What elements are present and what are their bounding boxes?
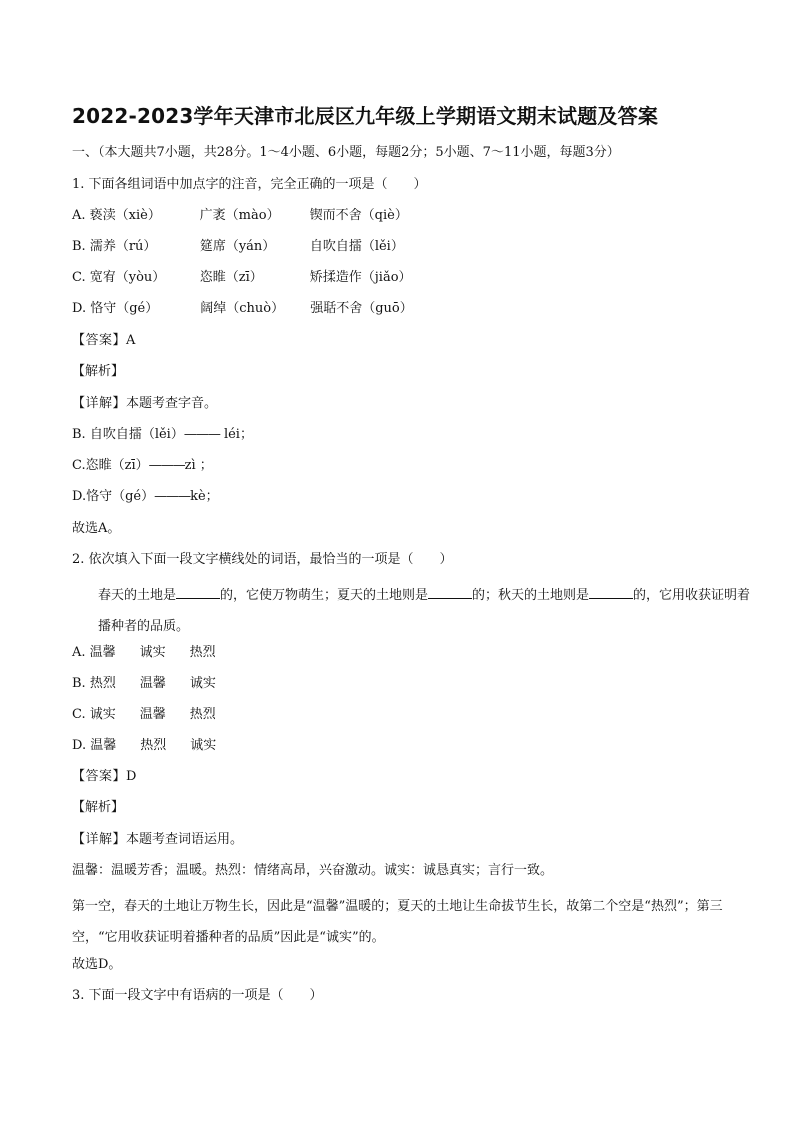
passage-text: 的，它使万物萌生；夏天的土地则是 <box>220 588 429 603</box>
q2-option-d <box>72 736 240 756</box>
option-word: 诚实 <box>89 707 116 722</box>
option-word: 诚实 <box>139 645 166 660</box>
passage-text: 春天的土地是 <box>98 588 177 603</box>
q2-option-b <box>72 674 240 694</box>
explain-left: C.恣睢（zī） <box>72 458 149 473</box>
detail-tag: 【详解】 <box>72 832 127 847</box>
q2-detail <box>72 830 243 850</box>
fill-blank <box>428 585 472 599</box>
q1-option-b <box>72 237 404 257</box>
option-item: 恪守（gé） <box>90 301 159 316</box>
detail-text: 本题考查字音。 <box>126 396 218 411</box>
option-item: 筵席（yán） <box>199 239 276 254</box>
passage-text: 的；秋天的土地则是 <box>472 588 590 603</box>
option-word: 温馨 <box>139 676 166 691</box>
q1-explain-line-d <box>72 487 219 507</box>
q2-analysis-tag: 【解析】 <box>72 800 125 815</box>
q1-answer <box>72 331 135 351</box>
q2-definitions: 温馨：温暖芳香；温暖。热烈：情绪高昂，兴奋激动。诚实：诚恳真实；言行一致。 <box>72 863 554 878</box>
option-letter: C. <box>72 270 86 285</box>
answer-value: A <box>126 333 136 348</box>
q1-conclusion: 故选A。 <box>72 521 121 536</box>
option-item: 阔绰（chuò） <box>200 301 285 316</box>
q2-stem: 2. 依次填入下面一段文字横线处的词语，最恰当的一项是（ ） <box>72 552 453 567</box>
explain-right: kè； <box>190 489 219 504</box>
explain-right: léi； <box>219 427 253 442</box>
option-word: 温馨 <box>89 645 116 660</box>
q1-explain-line-b <box>72 425 253 445</box>
option-item: 宽宥（yòu） <box>89 270 166 285</box>
explain-dash: ——— <box>183 427 220 442</box>
option-word: 温馨 <box>90 738 117 753</box>
explain-dash: ——— <box>148 458 185 473</box>
q1-option-c <box>72 268 412 288</box>
detail-tag: 【详解】 <box>72 396 127 411</box>
option-letter: B. <box>72 676 86 691</box>
option-item: 濡养（rú） <box>89 239 157 254</box>
answer-tag: 【答案】 <box>72 333 127 348</box>
q1-analysis-tag: 【解析】 <box>72 364 125 379</box>
fill-blank <box>589 585 633 599</box>
option-word: 诚实 <box>189 676 216 691</box>
q2-option-a <box>72 643 240 663</box>
option-item: 亵渎（xiè） <box>89 208 161 223</box>
q1-option-a <box>72 206 408 226</box>
fill-blank <box>176 585 220 599</box>
option-letter: B. <box>72 239 86 254</box>
q2-conclusion: 故选D。 <box>72 957 122 972</box>
option-item: 自吹自擂（lěi） <box>309 239 404 254</box>
q2-option-c <box>72 705 240 725</box>
passage-text: 的，它用收获证明着播种者的品质。 <box>98 588 751 634</box>
q1-detail <box>72 394 217 414</box>
section-header: 一、（本大题共7小题，共28分。1～4小题、6小题，每题2分；5小题、7～11小题，每题3分） <box>72 145 620 160</box>
answer-value: D <box>126 769 137 784</box>
option-word: 热烈 <box>140 738 167 753</box>
explain-dash: ——— <box>154 489 191 504</box>
explain-right: zì ； <box>184 458 213 473</box>
q1-option-d <box>72 299 413 319</box>
option-word: 热烈 <box>189 707 216 722</box>
option-letter: A. <box>72 208 86 223</box>
q2-answer <box>72 767 136 787</box>
option-word: 温馨 <box>139 707 166 722</box>
q1-explain-line-c <box>72 456 213 476</box>
option-word: 热烈 <box>189 645 216 660</box>
option-item: 恣睢（zī） <box>199 270 263 285</box>
answer-tag: 【答案】 <box>72 769 127 784</box>
q2-passage <box>72 580 758 642</box>
option-letter: A. <box>72 645 86 660</box>
option-letter: D. <box>72 301 87 316</box>
option-item: 强聒不舍（guō） <box>310 301 413 316</box>
option-word: 热烈 <box>89 676 116 691</box>
explain-left: D.恪守（gé） <box>72 489 155 504</box>
page-title: 2022-2023学年天津市北辰区九年级上学期语文期末试题及答案 <box>72 104 659 128</box>
q1-stem: 1. 下面各组词语中加点字的注音，完全正确的一项是（ ） <box>72 177 427 192</box>
q3-stem: 3. 下面一段文字中有语病的一项是（ ） <box>72 988 323 1003</box>
option-item: 矫揉造作（jiǎo） <box>309 270 412 285</box>
option-item: 锲而不舍（qiè） <box>309 208 408 223</box>
q2-explanation: 第一空，春天的土地让万物生长，因此是“温馨”温暖的；夏天的土地让生命拔节生长，故第二个空是“热烈”；第三空，“它用收获证明着播种者的品质”因此是“诚实”的。 <box>72 899 723 945</box>
option-item: 广袤（mào） <box>199 208 280 223</box>
option-letter: C. <box>72 707 86 722</box>
option-letter: D. <box>72 738 87 753</box>
detail-text: 本题考查词语运用。 <box>126 832 244 847</box>
explain-left: B. 自吹自擂（lěi） <box>72 427 184 442</box>
option-word: 诚实 <box>190 738 217 753</box>
